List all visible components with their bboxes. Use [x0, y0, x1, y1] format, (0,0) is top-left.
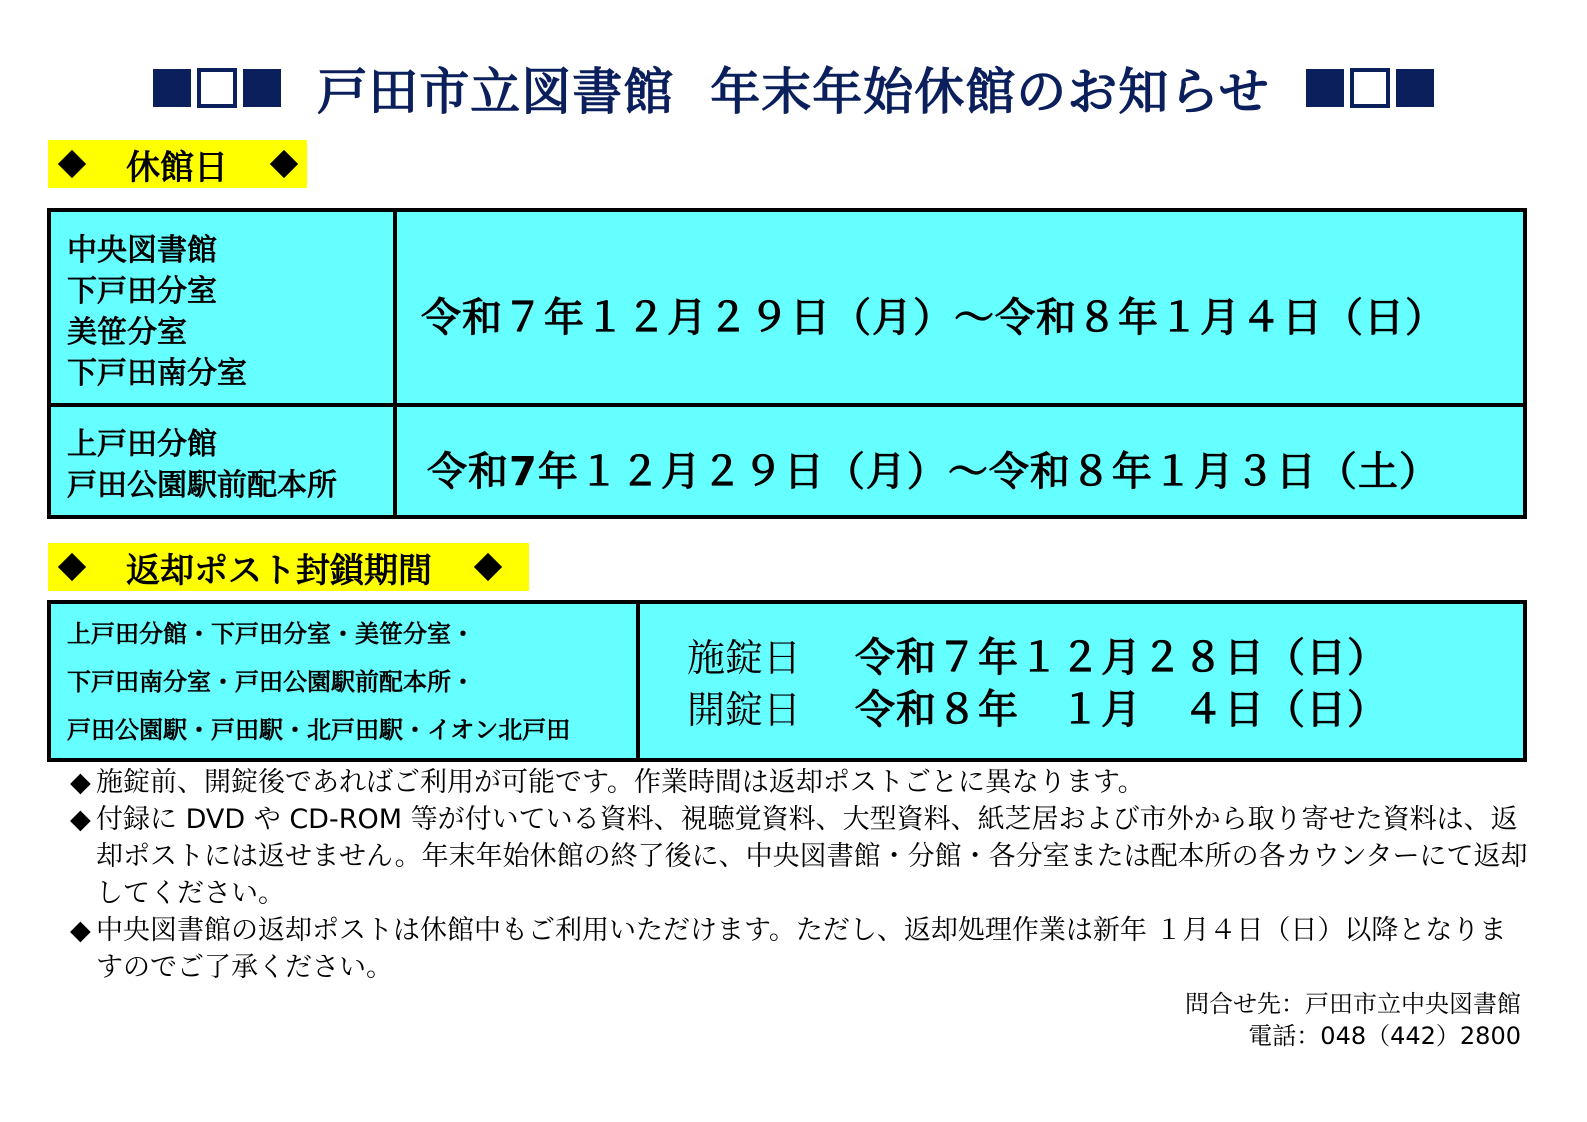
closed-days-heading [48, 140, 307, 188]
closed-days-facilities-1 [67, 230, 247, 394]
diamond-bullet-icon: ◆ [70, 915, 91, 946]
unlock-label: 開錠日 [687, 687, 802, 732]
contact-phone: 電話：048（442）2800 [1248, 1022, 1521, 1050]
contact-inquiry: 問合せ先：戸田市立中央図書館 [1185, 990, 1521, 1018]
closed-days-heading-text: 休館日 [126, 147, 228, 188]
title-decoration-right [1306, 68, 1434, 108]
facility-name: 下戸田南分室 [67, 356, 247, 391]
table-divider [636, 604, 640, 758]
outline-square-icon [1350, 68, 1390, 108]
closed-days-period-2: 令和7年１２月２９日（月）～令和８年１月３日（土） [427, 449, 1440, 495]
facility-line: 下戸田南分室・戸田公園駅前配本所・ [67, 668, 475, 696]
diamond-icon [58, 150, 86, 178]
facility-name: 中央図書館 [67, 233, 217, 268]
facility-name: 美笹分室 [67, 315, 187, 350]
note-item [70, 912, 1530, 986]
title-text [317, 52, 1270, 124]
facility-name: 下戸田分室 [67, 274, 217, 309]
closed-days-facilities-2 [67, 424, 337, 506]
diamond-icon [270, 150, 298, 178]
note-text: 中央図書館の返却ポストは休館中もご利用いただけます。ただし、返却処理作業は新年 １月４日（日）以降となりますのでご了承ください。 [96, 915, 1507, 983]
closed-days-table [47, 208, 1527, 519]
note-item [70, 764, 1530, 801]
unlock-row [687, 680, 1388, 732]
lock-row [687, 628, 1388, 680]
return-post-facilities [67, 610, 570, 754]
facility-name: 上戸田分館 [67, 427, 217, 462]
contact-info [1185, 988, 1521, 1052]
facility-line: 上戸田分館・下戸田分室・美笹分室・ [67, 620, 475, 648]
outline-square-icon [197, 68, 237, 108]
diamond-icon [474, 553, 502, 581]
filled-square-icon [1396, 69, 1434, 107]
title-library: 戸田市立図書館 [317, 63, 675, 121]
filled-square-icon [1306, 69, 1344, 107]
title-notice: 年末年始休館のお知らせ [710, 63, 1270, 121]
return-post-table [47, 600, 1527, 762]
unlock-date: 令和８年 １月 ４日（日） [855, 686, 1388, 733]
note-text: 施錠前、開錠後であればご利用が可能です。作業時間は返却ポストごとに異なります。 [96, 767, 1145, 798]
diamond-bullet-icon: ◆ [70, 804, 91, 835]
title-decoration-left [153, 68, 281, 108]
diamond-icon [58, 553, 86, 581]
filled-square-icon [153, 69, 191, 107]
lock-date: 令和７年１２月２８日（日） [855, 634, 1388, 681]
facility-name: 戸田公園駅前配本所 [67, 468, 337, 503]
lock-schedule [687, 628, 1388, 732]
table-divider [393, 212, 397, 515]
notes [70, 764, 1530, 986]
filled-square-icon [243, 69, 281, 107]
page-title [0, 48, 1587, 128]
note-item [70, 801, 1530, 912]
table-divider [51, 403, 1523, 407]
closed-days-period-1: 令和７年１２月２９日（月）～令和８年１月４日（日） [421, 295, 1446, 341]
note-text: 付録に DVD や CD-ROM 等が付いている資料、視聴覚資料、大型資料、紙芝居および市外から取り寄せた資料は、返却ポストには返せません。年末年始休館の終了後に、中央図書館・分館・各分室または配本所の各カウンターにて返却してください。 [96, 804, 1528, 909]
diamond-bullet-icon: ◆ [70, 767, 91, 798]
lock-label: 施錠日 [687, 635, 802, 680]
return-post-heading [48, 543, 529, 591]
facility-line: 戸田公園駅・戸田駅・北戸田駅・イオン北戸田 [67, 716, 571, 744]
return-post-heading-text: 返却ポスト封鎖期間 [126, 550, 432, 591]
